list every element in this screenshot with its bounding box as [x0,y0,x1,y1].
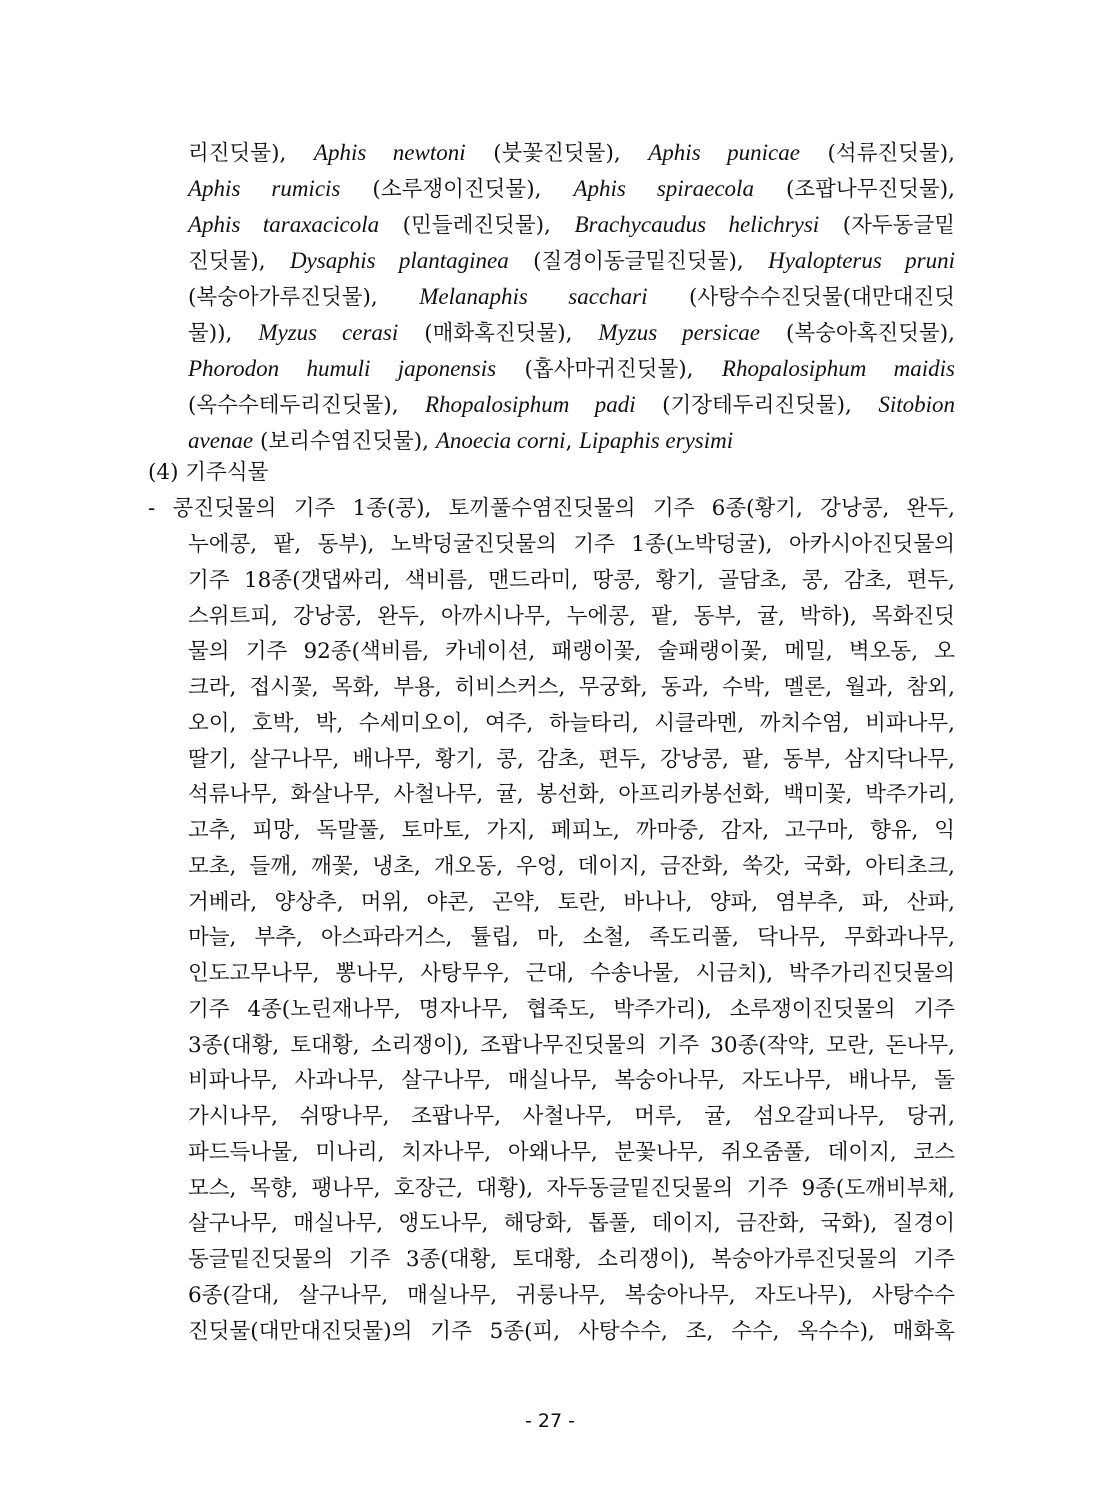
species-name: Aphis spiraecola [573,176,754,201]
text-segment: (보리수염진딧물), [253,429,436,454]
species-line [188,210,955,241]
species-name: Hyalopterus pruni [768,248,955,273]
text-segment: , [565,429,580,454]
host-plant-line: 파드득나물, 미나리, 치자나무, 아왜나무, 분꽃나무, 쥐오줌풀, 데이지, 코스 [188,1139,955,1165]
species-name: Aphis rumicis [188,176,341,201]
host-plant-line: 모초, 들깨, 깨꽃, 냉초, 개오동, 우엉, 데이지, 금잔화, 쑥갓, 국화, 아티초크, [188,853,955,879]
species-name: Sitobion [878,392,956,417]
text-segment: 진딧물), [188,249,290,274]
host-plant-line: 오이, 호박, 박, 수세미오이, 여주, 하늘타리, 시클라멘, 까치수염, 비파나무, [188,710,955,736]
host-plant-line: 거베라, 양상추, 머위, 야콘, 곤약, 토란, 바나나, 양파, 염부추, 파, 산파, [188,889,955,915]
host-plant-line: 가시나무, 쉬땅나무, 조팝나무, 사철나무, 머루, 귤, 섬오갈피나무, 당귀, [188,1104,955,1129]
species-name: Melanaphis sacchari [419,284,648,309]
host-plant-line: 크라, 접시꽃, 목화, 부용, 히비스커스, 무궁화, 동과, 수박, 멜론, 월과, 참외, [188,675,955,700]
species-name: Lipaphis erysimi [579,428,734,453]
species-name: Myzus cerasi [258,320,399,345]
species-line [188,426,955,457]
species-name: Anoecia corni [435,428,566,453]
text-segment: (자두동글밑 [819,213,955,238]
text-segment: (붓꽃진딧물), [465,141,649,166]
host-plants-first-line: - 콩진딧물의 기주 1종(콩), 토끼풀수염진딧물의 기주 6종(황기, 강낭콩, 완두, [148,496,955,521]
species-name: Dysaphis plantaginea [289,248,509,273]
species-line [188,390,955,421]
text-segment: (소루쟁이진딧물), [340,177,574,202]
text-segment: (질경이동글밑진딧물), [508,249,769,274]
text-segment: (복숭아가루진딧물), [188,285,420,310]
host-plant-line: 석류나무, 화살나무, 사철나무, 귤, 봉선화, 아프리카봉선화, 백미꽃, 박주가리, [188,782,955,808]
section-heading: (4) 기주식물 [148,460,269,485]
species-name: Rhopalosiphum padi [425,392,636,417]
species-name: Aphis punicae [648,140,800,165]
text-segment: 리진딧물), [188,141,314,166]
species-line [188,354,955,385]
species-name: Aphis taraxacicola [188,212,380,237]
host-plant-line: 기주 18종(갯댑싸리, 색비름, 맨드라미, 땅콩, 황기, 골담초, 콩, 감초, 편두, [188,567,955,593]
species-name: Brachycaudus helichrysi [574,212,820,237]
species-name: Aphis newtoni [313,140,466,165]
host-plant-line: 고추, 피망, 독말풀, 토마토, 가지, 페피노, 까마중, 감자, 고구마, 향유, 익 [188,818,955,843]
text-segment: (복숭아혹진딧물), [760,321,955,346]
text-segment: (조팝나무진딧물), [753,177,956,202]
page-number: - 27 - [525,1410,575,1432]
host-plant-line: 누에콩, 팥, 동부), 노박덩굴진딧물의 기주 1종(노박덩굴), 아카시아진딧물의 [188,532,955,557]
text-segment: (매화혹진딧물), [398,321,599,346]
species-name: Myzus persicae [598,320,761,345]
host-plant-line: 살구나무, 매실나무, 앵도나무, 해당화, 톱풀, 데이지, 금잔화, 국화), 질경이 [188,1211,955,1237]
species-name: Rhopalosiphum maidis [721,356,955,381]
host-plant-line: 3종(대황, 토대황, 소리쟁이), 조팝나무진딧물의 기주 30종(작약, 모란, 돈나무, [188,1032,955,1058]
host-plant-line: 모스, 목향, 팽나무, 호장근, 대황), 자두동글밑진딧물의 기주 9종(도깨비부채, [188,1175,955,1201]
species-line [188,138,955,169]
species-name: avenae [188,428,254,453]
text-segment: (사탕수수진딧물(대만대진딧 [647,285,955,310]
host-plant-line: 진딧물(대만대진딧물)의 기주 5종(피, 사탕수수, 조, 수수, 옥수수), 매화혹 [188,1318,955,1344]
species-name: Phorodon humuli japonensis [188,356,497,381]
species-line [188,246,955,277]
host-plant-line: 스위트피, 강낭콩, 완두, 아까시나무, 누에콩, 팥, 동부, 귤, 박하), 목화진딧 [188,603,955,629]
host-plant-line: 물의 기주 92종(색비름, 카네이션, 패랭이꽃, 술패랭이꽃, 메밀, 벽오동, 오 [188,639,955,665]
host-plant-line: 마늘, 부추, 아스파라거스, 튤립, 마, 소철, 족도리풀, 닥나무, 무화과나무, [188,925,955,951]
host-plant-line: 딸기, 살구나무, 배나무, 황기, 콩, 감초, 편두, 강낭콩, 팥, 동부, 삼지닥나무, [188,746,955,772]
text-segment: (기장테두리진딧물), [635,393,879,418]
host-plant-line: 6종(갈대, 살구나무, 매실나무, 귀룽나무, 복숭아나무, 자도나무), 사탕수수 [188,1282,955,1308]
host-plant-line: 비파나무, 사과나무, 살구나무, 매실나무, 복숭아나무, 자도나무, 배나무, 돌 [188,1068,955,1094]
host-plant-line: 인도고무나무, 뽕나무, 사탕무우, 근대, 수송나물, 시금치), 박주가리진딧물의 [188,961,955,986]
text-segment: (홉사마귀진딧물), [496,357,722,382]
species-line [188,282,955,313]
text-segment: (석류진딧물), [799,141,955,166]
text-segment: (민들레진딧물), [379,213,575,238]
species-line [188,174,955,205]
text-segment: 물)), [188,321,259,346]
species-line [188,318,955,349]
host-plant-line: 기주 4종(노린재나무, 명자나무, 협죽도, 박주가리), 소루쟁이진딧물의 기주 [188,996,955,1022]
text-segment: (옥수수테두리진딧물), [188,393,425,418]
host-plant-line: 동글밑진딧물의 기주 3종(대황, 토대황, 소리쟁이), 복숭아가루진딧물의 기주 [188,1247,955,1272]
